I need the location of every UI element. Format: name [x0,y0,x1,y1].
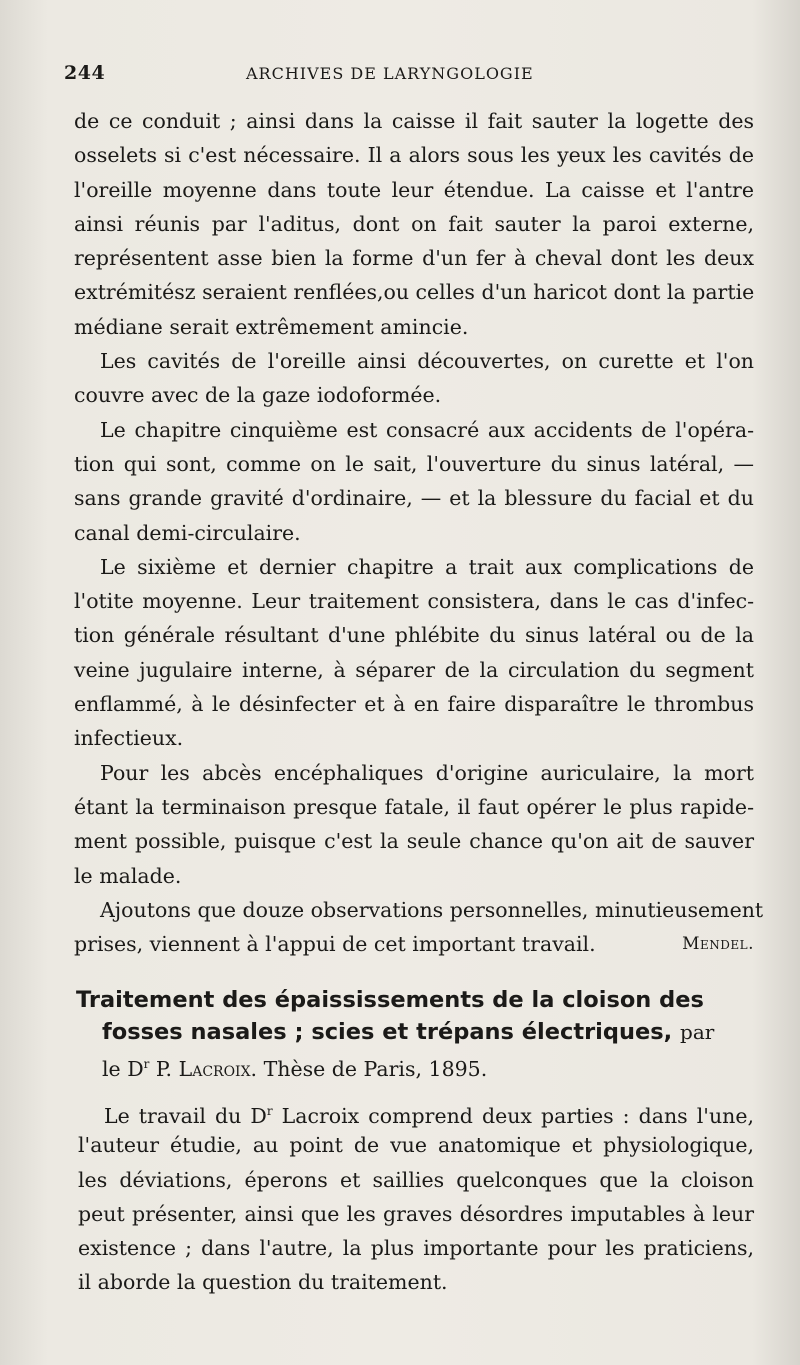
text-line: existence ; dans l'autre, la plus importante pour les praticiens, [78,1236,754,1261]
text-line [78,1094,754,1128]
text-line: il aborde la question du traitement. [78,1270,448,1295]
text-line: peut présenter, ainsi que les graves désordres imputables à leur [78,1201,754,1226]
text-line: l'otite moyenne. Leur traitement consistera, dans le cas d'infec- [74,589,754,614]
running-title: ARCHIVES DE LARYNGOLOGIE [246,64,534,83]
review-body-text [74,104,764,961]
text-line: Ajoutons que douze observations personnelles, minutieusement [100,897,764,922]
text-line: l'oreille moyenne dans toute leur étendue. La caisse et l'antre [74,177,754,202]
text-sup: r [266,1104,273,1118]
article-author-line [76,1048,766,1080]
text-line: de ce conduit ; ainsi dans la caisse il fait sauter la logette des [74,109,754,133]
page-number: 244 [64,62,106,84]
text-line: le malade. [74,863,182,888]
text-line: représentent asse bien la forme d'un fer à cheval dont les deux [74,246,754,271]
text-line: Pour les abcès encéphaliques d'origine auriculaire, la mort [100,760,754,785]
text-line: osselets si c'est nécessaire. Il a alors sous les yeux les cavités de [74,143,754,168]
text-line-with-signature [74,927,754,961]
article-summary [78,1094,754,1300]
article-by: par [680,1020,715,1044]
text-line: tion générale résultant d'une phlébite du sinus latéral ou de la [74,623,754,648]
text-line: ment possible, puisque c'est la seule chance qu'on ait de sauver [74,829,754,854]
author-suffix: . Thèse de Paris, 1895. [250,1056,488,1081]
text-line: sans grande gravité d'ordinaire, — et la blessure du facial et du [74,486,754,511]
article-heading [76,984,766,1080]
text-line: tion qui sont, comme on le sait, l'ouverture du sinus latéral, — [74,451,754,476]
author-sup: r [143,1057,150,1071]
text-line: ainsi réunis par l'aditus, dont on fait sauter la paroi externe, [74,211,754,236]
text-line: étant la terminaison presque fatale, il faut opérer le plus rapide- [74,794,754,819]
text-line: extrémitész seraient renflées,ou celles d'un haricot dont la partie [74,280,755,305]
text-line: médiane serait extrêmement amincie. [74,314,469,339]
text-line: veine jugulaire interne, à séparer de la circulation du segment [74,657,754,682]
text-line: prises, viennent à l'appui de cet important travail. [74,932,596,957]
page-header [64,62,764,92]
article-title-text: fosses nasales ; scies et trépans électriques, [102,1019,673,1045]
author-name: P. Lacroix [155,1056,251,1081]
article-title-line: Traitement des épaississements de la cloison des [76,987,704,1013]
text-line: les déviations, éperons et saillies quelconques que la cloison [78,1167,754,1192]
text-line: Les cavités de l'oreille ainsi découvertes, on curette et l'on [100,349,754,374]
reviewer-signature: Mendel. [682,934,754,955]
text-line: Le sixième et dernier chapitre a trait aux complications de [100,554,754,579]
text-line: Le chapitre cinquième est consacré aux accidents de l'opéra- [100,417,754,442]
text-segment: Lacroix comprend deux parties : dans l'une, [272,1103,754,1128]
text-segment: Le travail du D [104,1103,267,1128]
author-prefix: le D [102,1056,144,1081]
text-line: l'auteur étudie, au point de vue anatomique et physiologique, [78,1133,754,1158]
text-line: infectieux. [74,726,184,751]
text-line: enflammé, à le désinfecter et à en faire disparaître le thrombus [74,692,754,717]
text-line: couvre avec de la gaze iodoformée. [74,383,442,408]
article-title-line [76,1016,766,1048]
text-line: canal demi-circulaire. [74,520,301,545]
